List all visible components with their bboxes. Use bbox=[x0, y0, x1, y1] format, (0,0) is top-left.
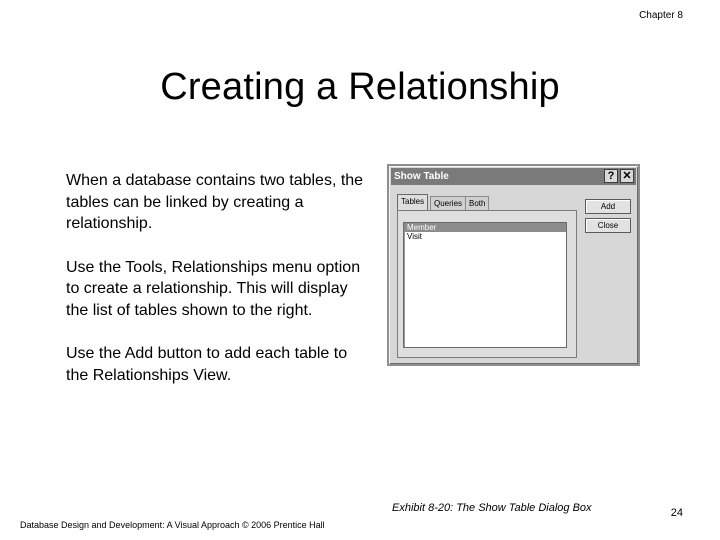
page-number: 24 bbox=[670, 507, 683, 519]
tab-both[interactable]: Both bbox=[465, 196, 489, 210]
paragraph: Use the Tools, Relationships menu option to create a relationship. This will display the list of tables shown to the right. bbox=[66, 258, 361, 319]
add-button[interactable]: Add bbox=[585, 199, 631, 214]
dialog-title: Show Table bbox=[394, 171, 449, 182]
tab-panel bbox=[397, 210, 577, 358]
paragraph: Use the Add button to add each table to the Relationships View. bbox=[66, 345, 348, 384]
list-item[interactable]: Visit bbox=[407, 232, 422, 241]
dialog-titlebar bbox=[391, 168, 636, 185]
close-button[interactable]: Close bbox=[585, 218, 631, 233]
tab-tables[interactable]: Tables bbox=[397, 194, 428, 211]
exhibit-caption: Exhibit 8-20: The Show Table Dialog Box bbox=[392, 502, 592, 514]
list-item[interactable]: Member bbox=[404, 223, 566, 232]
chapter-label: Chapter 8 bbox=[639, 10, 683, 21]
paragraph: When a database contains two tables, the tables can be linked by creating a relationship. bbox=[66, 172, 364, 232]
table-listbox[interactable] bbox=[403, 222, 567, 348]
slide-title: Creating a Relationship bbox=[160, 66, 560, 108]
show-table-dialog bbox=[387, 164, 640, 366]
close-icon[interactable]: ✕ bbox=[620, 169, 634, 183]
body-text bbox=[66, 170, 366, 408]
help-button[interactable]: ? bbox=[604, 169, 618, 183]
footer-text: Database Design and Development: A Visual Approach © 2006 Prentice Hall bbox=[20, 520, 325, 530]
tab-queries[interactable]: Queries bbox=[430, 196, 466, 210]
